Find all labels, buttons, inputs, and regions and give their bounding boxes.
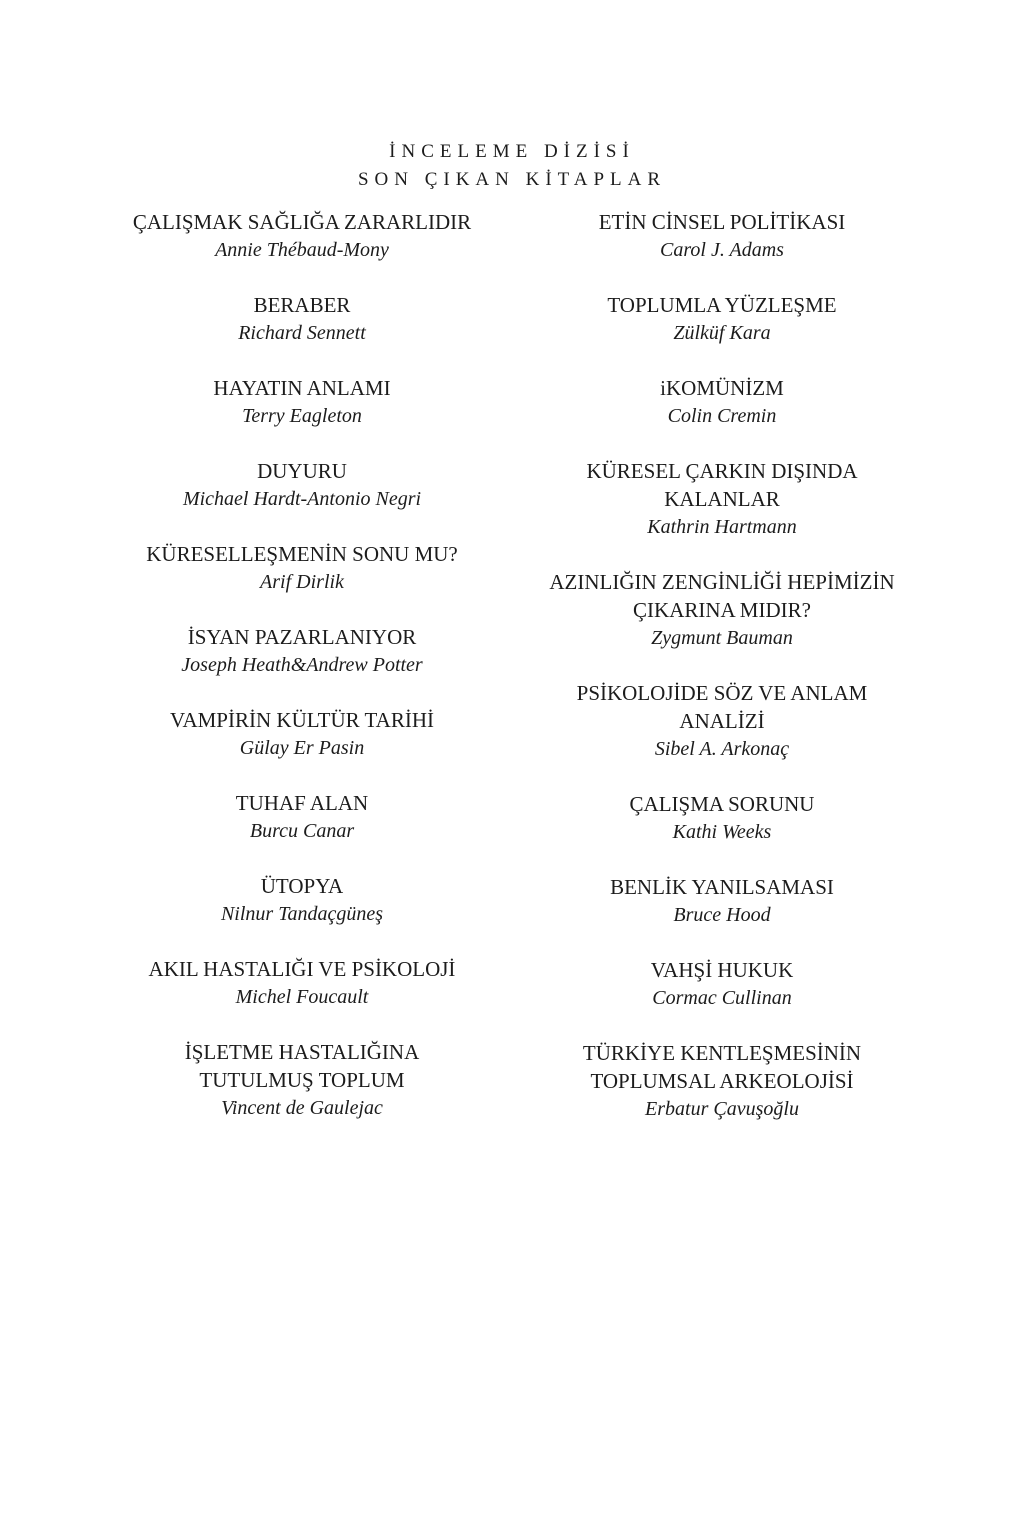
book-author: Cormac Cullinan (652, 987, 792, 1009)
book-author: Nilnur Tandaçgüneş (220, 903, 384, 925)
book-title: iKOMÜNİZM (660, 376, 784, 400)
book-entry (82, 955, 522, 1011)
book-title: ÇALIŞMA SORUNU (629, 792, 815, 816)
book-title: BENLİK YANILSAMASI (610, 875, 834, 899)
book-entry (502, 790, 942, 846)
book-entry (502, 873, 942, 929)
book-author: Joseph Heath&Andrew Potter (181, 654, 423, 676)
book-author: Carol J. Adams (660, 239, 784, 261)
book-title: TÜRKİYE KENTLEŞMESİNİN TOPLUMSAL ARKEOLOJİSİ (582, 1041, 862, 1093)
book-entry (502, 568, 942, 652)
book-title: PSİKOLOJİDE SÖZ VE ANLAM ANALİZİ (576, 681, 868, 733)
book-entry (82, 623, 522, 679)
book-entry (82, 291, 522, 347)
book-title: KÜRESEL ÇARKIN DIŞINDA KALANLAR (586, 459, 858, 511)
book-entry (82, 706, 522, 762)
book-entry (502, 1039, 942, 1123)
book-author: Vincent de Gaulejac (221, 1097, 383, 1119)
book-title: İSYAN PAZARLANIYOR (187, 625, 417, 649)
book-entry (82, 872, 522, 928)
book-author: Colin Cremin (667, 405, 777, 427)
series-subtitle: SON ÇIKAN KİTAPLAR (357, 169, 667, 190)
book-title: KÜRESELLEŞMENİN SONU MU? (146, 542, 458, 566)
book-title: VAMPİRİN KÜLTÜR TARİHİ (170, 708, 434, 732)
book-entry (502, 374, 942, 430)
book-author: Kathrin Hartmann (647, 516, 797, 538)
book-author: Erbatur Çavuşoğlu (645, 1098, 799, 1120)
book-title: ÇALIŞMAK SAĞLIĞA ZARARLIDIR (132, 210, 472, 234)
book-author: Annie Thébaud-Mony (215, 239, 389, 261)
book-title: İŞLETME HASTALIĞINA TUTULMUŞ TOPLUM (184, 1040, 420, 1092)
book-entry (82, 1038, 522, 1122)
book-title: TUHAF ALAN (235, 791, 369, 815)
book-author: Michel Foucault (235, 986, 369, 1008)
book-author: Arif Dirlik (260, 571, 344, 593)
book-entry (502, 457, 942, 541)
book-entry (82, 208, 522, 264)
book-title: AZINLIĞIN ZENGİNLİĞİ HEPİMİZİN ÇIKARINA MIDIR? (549, 570, 895, 622)
book-author: Burcu Canar (249, 820, 355, 842)
book-title: ÜTOPYA (260, 874, 344, 898)
book-author: Bruce Hood (673, 904, 771, 926)
book-author: Zülküf Kara (673, 322, 771, 344)
series-title: İNCELEME DİZİSİ (389, 141, 635, 162)
book-entry (502, 679, 942, 763)
book-entry (82, 374, 522, 430)
book-title: VAHŞİ HUKUK (650, 958, 794, 982)
book-author: Kathi Weeks (672, 821, 772, 843)
book-author: Richard Sennett (238, 322, 366, 344)
book-entry (502, 956, 942, 1012)
book-entry (82, 540, 522, 596)
book-author: Terry Eagleton (242, 405, 362, 427)
book-title: TOPLUMLA YÜZLEŞME (607, 293, 837, 317)
book-title: BERABER (253, 293, 351, 317)
book-entry (82, 457, 522, 513)
book-title: HAYATIN ANLAMI (213, 376, 391, 400)
left-book-list (82, 208, 522, 1149)
book-entry (502, 291, 942, 347)
book-author: Sibel A. Arkonaç (654, 738, 790, 760)
book-author: Michael Hardt-Antonio Negri (182, 488, 422, 510)
book-entry (82, 789, 522, 845)
book-author: Gülay Er Pasin (239, 737, 365, 759)
book-entry (502, 208, 942, 264)
book-title: AKIL HASTALIĞI VE PSİKOLOJİ (148, 957, 456, 981)
right-book-list (502, 208, 942, 1150)
book-author: Zygmunt Bauman (651, 627, 793, 649)
book-title: DUYURU (257, 459, 347, 483)
book-title: ETİN CİNSEL POLİTİKASI (598, 210, 846, 234)
